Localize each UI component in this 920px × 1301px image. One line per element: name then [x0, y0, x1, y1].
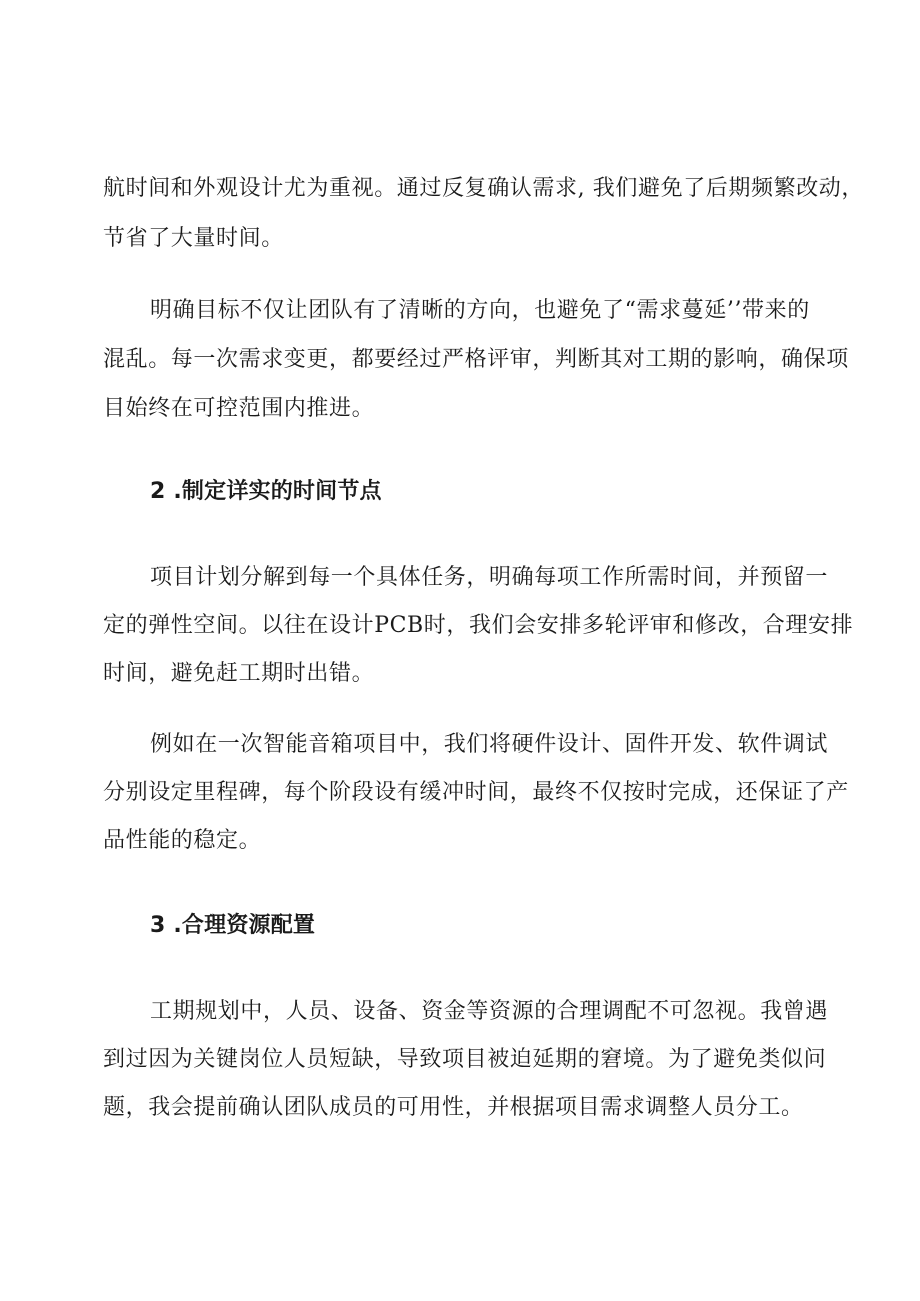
section-heading-2: 2 .制定详实的时间节点 [150, 479, 382, 504]
paragraph-5-line-3: 题，我会提前确认团队成员的可用性，并根据项目需求调整人员分工。 [103, 1095, 804, 1120]
paragraph-4-line-1: 例如在一次智能音箱项目中，我们将硬件设计、固件开发、软件调试 [150, 732, 829, 757]
section-heading-3: 3 .合理资源配置 [150, 913, 316, 938]
paragraph-2-line-2: 混乱。每一次需求变更，都要经过严格评审，判断其对工期的影响，确保项 [103, 347, 849, 372]
paragraph-1-line-1: 航时间和外观设计尤为重视。通过反复确认需求, 我们避免了后期频繁改动， [103, 176, 864, 201]
paragraph-4-line-2: 分别设定里程碑，每个阶段设有缓冲时间，最终不仅按时完成，还保证了产 [103, 780, 849, 805]
paragraph-1-line-2: 节省了大量时间。 [103, 226, 284, 251]
paragraph-5-line-2: 到过因为关键岗位人员短缺，导致项目被迫延期的窘境。为了避免类似问 [103, 1047, 827, 1072]
paragraph-2-line-1: 明确目标不仅让团队有了清晰的方向，也避免了“需求蔓延’’带来的 [150, 298, 810, 323]
paragraph-2-line-3: 目始终在可控范围内推进。 [103, 396, 375, 421]
paragraph-3-line-2: 定的弹性空间。以往在设计PCB时，我们会安排多轮评审和修改，合理安排 [103, 613, 854, 638]
paragraph-3-line-3: 时间，避免赶工期时出错。 [103, 661, 375, 686]
paragraph-3-line-1: 项目计划分解到每一个具体任务，明确每项工作所需时间，并预留一 [150, 565, 829, 590]
paragraph-4-line-3: 品性能的稳定。 [103, 828, 262, 853]
paragraph-5-line-1: 工期规划中，人员、设备、资金等资源的合理调配不可忽视。我曾遇 [150, 999, 829, 1024]
